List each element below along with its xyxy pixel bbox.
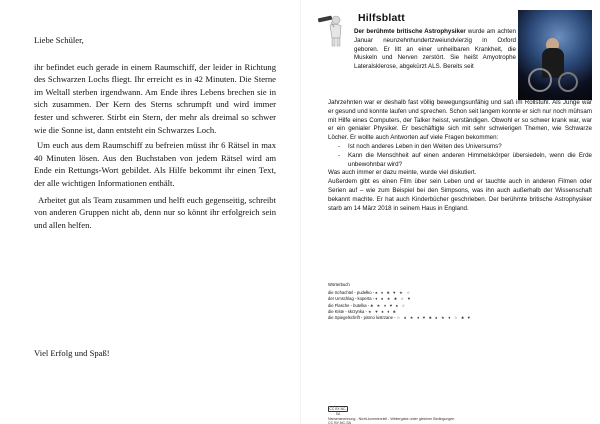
glossary-entry (328, 315, 528, 321)
telescope-figure-icon (314, 12, 350, 48)
license-code: CC BY-NC-SA (328, 421, 352, 424)
astrophysicist-photo (518, 10, 592, 100)
question-item: - Kann die Menschheit auf einen anderen Himmelskörper übersiedeln, wenn die Erde unbewohnbar wird? (338, 152, 592, 170)
glossary-term: der Umschlag - koperta - (328, 296, 375, 302)
help-sheet-page (306, 0, 600, 424)
glossary-symbols: ★ ♥ ♠ ♦ ♣ (368, 308, 397, 314)
glossary-symbols: ♠ ♦ ♣ ♥ ★ ☆ (375, 290, 412, 296)
help-sheet-intro-rest: wurde am achten Januar neunzehnhundertzweiundvierzig in Oxford geboren. Er litt an einer unheilbaren Krankheit, die Muskeln und Nerven zerstört. Sie heißt Amyotrophe Lateralsklerose, abgekürzt ALS. Bereits seit (354, 28, 516, 71)
glossary-term: die Schachtel - pudełko - (328, 290, 375, 296)
glossary (328, 282, 528, 321)
help-sheet-intro (354, 28, 516, 72)
letter-greeting: Liebe Schüler, (34, 35, 84, 45)
question-item: - Ist noch anderes Leben in den Weiten des Universums? (338, 143, 592, 152)
glossary-symbols: ♦ ♠ ★ ♣ ☆ ♥ (375, 296, 412, 302)
glossary-term: die Kiste - skrzynka - (328, 308, 367, 314)
help-sheet-final-paragraph: Außerdem gibt es einen Film über sein Leben und er tauchte auch in anderen Filmen oder Serien auf – wie zum Beispiel bei den Simpsons, was ihn auch außerhalb der Wissenschaft bekannt machte. Er hat auch Kinderbücher geschrieben. Der berühmte britische Astrophysiker starb am 14 März 2018 in seinem Haus in England. (328, 178, 592, 212)
glossary-term: die Spiegelschrift - pismo lustrzane - (328, 315, 396, 321)
help-sheet-intro-bold: Der berühmte britische Astrophysiker (354, 28, 466, 35)
letter-paragraph-2: Um euch aus dem Raumschiff zu befreien müsst ihr 6 Rätsel in max 40 Minuten lösen. Aus den Buchstaben von jedem Rätsel wird am Ende ein Rettungs-Wort gebildet. Als Hilfe bekommt ihr einen Text, der alle wichtigen Informationen enthält. (34, 140, 276, 188)
letter-paragraph-1: ihr befindet euch gerade in einem Raumschiff, der leider in Richtung des Schwarzen Lochs fliegt. Ihr erreicht es in 42 Minuten. Die Sterne im Weltall sterben irgendwann. Am Ende ihres Lebens brechen sie in sich zusammen. Der Kern des Sterns schrumpft und wird immer fester und schwerer. Stirbt ein Stern, der mehr als dreimal so schwer wie die Sonne ist, dann entsteht ein Schwarzes Loch. (34, 61, 276, 135)
page-divider (300, 0, 301, 424)
license-footer (328, 406, 548, 424)
question-list (328, 143, 592, 169)
help-sheet-after-questions: Was auch immer er dazu meinte, wurde viel diskutiert. (328, 169, 477, 177)
cc-license-badge: CC BY-NC-SA (329, 407, 347, 416)
help-sheet-title: Hilfsblatt (358, 12, 405, 24)
letter-closing: Viel Erfolg und Spaß! (34, 348, 110, 358)
help-sheet-lead-in-text: Jahrzehnten war er deshalb fast völlig bewegungsunfähig und saß im Rollstuhl. Als Junge war er gesund und konnte laufen und sprechen. Schon seit langem konnte er sich nur noch mühsam mit Hilfe eines Computers, der Talker heisst, verständigen. Obwohl er so schwer krank war, war er ein genialer Physiker. Er beschäftigte sich mit sehr schwierigen Themen, wie Schwarze Löcher. Er wollte auch Antworten auf viele Fragen bekommen: (328, 99, 592, 142)
glossary-symbols: ☆ ♠ ★ ♦ ♥ ♣ ♠ ★ ♦ ☆ ♣ ♥ (396, 315, 472, 321)
help-sheet-lead-in (328, 99, 592, 213)
glossary-title: Wörterbuch (328, 282, 350, 287)
license-text: Namensnennung - Nicht-kommerziell - Weitergabe unter gleichen Bedingungen (328, 416, 455, 421)
letter-paragraph-3: Arbeitet gut als Team zusammen und helft euch gegenseitig, schreibt von anderen Gruppen nicht ab, denn nur so könnt ihr erfolgreich sein und allen helfen. (34, 194, 276, 230)
glossary-symbols: ♣ ★ ♦ ♥ ♠ ☆ (370, 302, 407, 308)
glossary-term: die Flasche - butelka - (328, 302, 370, 308)
